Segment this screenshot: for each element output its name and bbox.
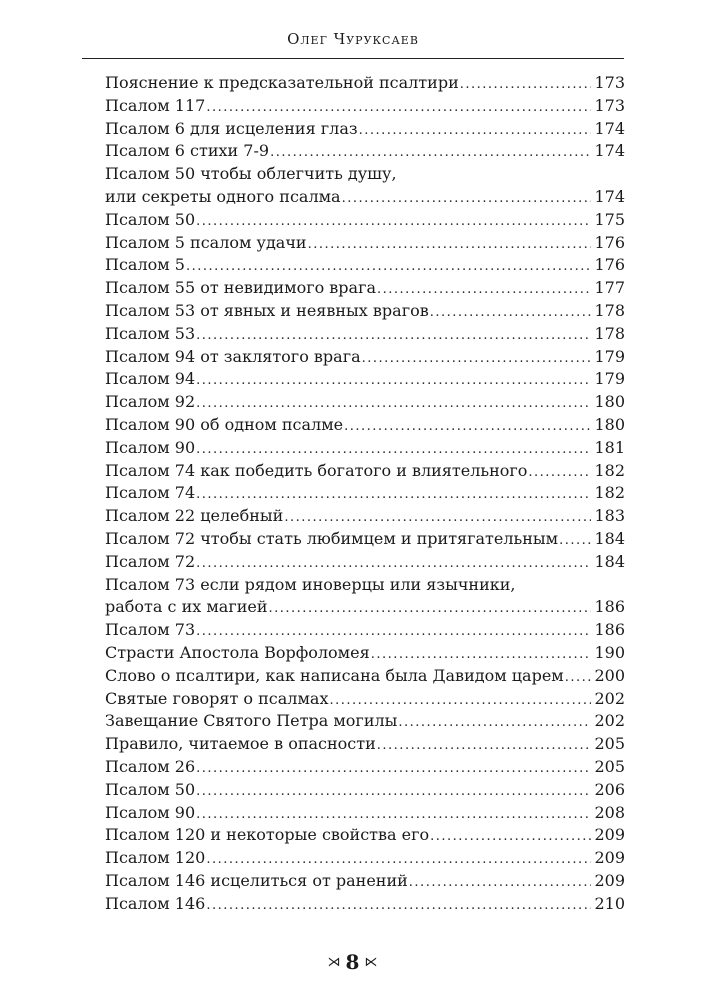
- toc-page-number: 182: [594, 483, 625, 503]
- toc-entry-title: Псалом 22 целебный: [105, 506, 284, 526]
- toc-page-number: 173: [594, 95, 625, 115]
- toc-entry-line: [105, 642, 625, 665]
- toc-entry: [105, 72, 625, 95]
- toc-entry: [105, 460, 625, 483]
- toc-entry: [105, 232, 625, 255]
- toc-entry: [105, 163, 625, 209]
- toc-entry-title: Завещание Святого Петра могилы: [105, 711, 398, 731]
- toc-page-number: 176: [594, 255, 625, 275]
- ornament-left-icon: ⋊: [327, 955, 341, 970]
- dot-leader: [377, 735, 592, 758]
- toc-entry-title: Псалом 55 от невидимого врага: [105, 278, 377, 298]
- dot-leader: [371, 644, 592, 667]
- running-header-author: Олег Чуруксаев: [287, 30, 419, 48]
- dot-leader: [344, 416, 591, 439]
- toc-page-number: 183: [594, 506, 625, 526]
- dot-leader: [430, 302, 592, 325]
- toc-entry-title: работа с их магией: [105, 597, 268, 617]
- toc-page-number: 176: [594, 232, 625, 252]
- toc-entry-line: [105, 163, 625, 186]
- toc-page-number: 178: [594, 323, 625, 343]
- toc-entry-title: Псалом 74: [105, 483, 196, 503]
- toc-entry: [105, 528, 625, 551]
- toc-entry-line: [105, 460, 625, 483]
- toc-page-number: 178: [594, 300, 625, 320]
- toc-page-number: 180: [594, 392, 625, 412]
- toc-entry: [105, 368, 625, 391]
- dot-leader: [196, 393, 591, 416]
- dot-leader: [196, 621, 591, 644]
- toc-entry: [105, 254, 625, 277]
- toc-entry-line: [105, 277, 625, 300]
- toc-entry-line: [105, 140, 625, 163]
- toc-entry-title: Псалом 6 для исцеления глаз: [105, 118, 358, 138]
- toc-entry-line: [105, 824, 625, 847]
- dot-leader: [270, 142, 591, 165]
- toc-entry-title: Слово о псалтири, как написана была Давидом царем: [105, 665, 564, 685]
- toc-entry-title: Псалом 117: [105, 95, 206, 115]
- ornament-right-icon: ⋉: [364, 955, 378, 970]
- toc-entry-title: Страсти Апостола Ворфоломея: [105, 642, 370, 662]
- toc-entry-title: Псалом 50 чтобы облегчить душу,: [105, 164, 397, 184]
- toc-page-number: 209: [594, 825, 625, 845]
- toc-entry: [105, 802, 625, 825]
- toc-entry: [105, 756, 625, 779]
- dot-leader: [206, 895, 591, 918]
- toc-page-number: 209: [594, 848, 625, 868]
- toc-entry: [105, 665, 625, 688]
- toc-entry-title: Псалом 94: [105, 369, 196, 389]
- toc-page-number: 181: [594, 437, 625, 457]
- toc-entry: [105, 574, 625, 620]
- dot-leader: [196, 553, 591, 576]
- toc-entry-title: Псалом 72 чтобы стать любимцем и притягательным: [105, 528, 559, 548]
- toc-entry: [105, 688, 625, 711]
- toc-entry-line: [105, 551, 625, 574]
- toc-entry-line: [105, 847, 625, 870]
- toc-page-number: 210: [594, 893, 625, 913]
- toc-entry-line: [105, 505, 625, 528]
- toc-entry-title: Псалом 92: [105, 392, 196, 412]
- toc-entry: [105, 779, 625, 802]
- toc-entry-line: [105, 665, 625, 688]
- toc-entry: [105, 437, 625, 460]
- toc-entry-line: [105, 619, 625, 642]
- toc-page-number: 205: [594, 756, 625, 776]
- toc-page-number: 208: [594, 802, 625, 822]
- toc-entry-line: [105, 95, 625, 118]
- table-of-contents: [105, 72, 625, 915]
- toc-entry-line: [105, 688, 625, 711]
- toc-entry-line: [105, 779, 625, 802]
- toc-entry: [105, 824, 625, 847]
- toc-entry-title: Псалом 53: [105, 323, 196, 343]
- toc-entry-line: [105, 346, 625, 369]
- toc-entry-line: [105, 802, 625, 825]
- toc-entry: [105, 870, 625, 893]
- toc-entry-line: [105, 574, 625, 597]
- toc-page-number: 200: [594, 665, 625, 685]
- toc-entry-line: [105, 482, 625, 505]
- toc-entry-title: Псалом 120 и некоторые свойства его: [105, 825, 430, 845]
- dot-leader: [565, 667, 592, 690]
- toc-entry-title: Псалом 90: [105, 437, 196, 457]
- toc-entry-title: Псалом 73 если рядом иноверцы или язычники,: [105, 574, 516, 594]
- toc-entry-title: Псалом 72: [105, 551, 196, 571]
- toc-entry-line: [105, 118, 625, 141]
- dot-leader: [196, 804, 591, 827]
- toc-page-number: 205: [594, 734, 625, 754]
- toc-entry-line: [105, 323, 625, 346]
- toc-entry-line: [105, 254, 625, 277]
- toc-entry-title: Псалом 6 стихи 7-9: [105, 141, 270, 161]
- toc-page-number: 184: [594, 528, 625, 548]
- dot-leader: [398, 712, 591, 735]
- toc-entry: [105, 323, 625, 346]
- toc-page-number: 186: [594, 620, 625, 640]
- toc-entry-line: [105, 733, 625, 756]
- toc-entry-title: Псалом 73: [105, 620, 196, 640]
- toc-entry-title: Псалом 90: [105, 802, 196, 822]
- toc-entry-title: Псалом 50: [105, 779, 196, 799]
- toc-entry-title: Правило, читаемое в опасности: [105, 734, 376, 754]
- toc-page-number: 177: [594, 278, 625, 298]
- toc-entry-line: [105, 710, 625, 733]
- page-number: 8: [345, 950, 360, 974]
- dot-leader: [377, 279, 591, 302]
- dot-leader: [342, 188, 592, 211]
- toc-entry-title: Псалом 90 об одном псалме: [105, 414, 344, 434]
- toc-entry: [105, 95, 625, 118]
- toc-entry: [105, 893, 625, 916]
- toc-entry-line: [105, 232, 625, 255]
- toc-entry: [105, 482, 625, 505]
- toc-page-number: 179: [594, 369, 625, 389]
- toc-entry: [105, 505, 625, 528]
- dot-leader: [284, 507, 591, 530]
- toc-entry-title: Псалом 53 от явных и неявных врагов: [105, 300, 429, 320]
- dot-leader: [269, 598, 592, 621]
- dot-leader: [206, 849, 591, 872]
- toc-entry: [105, 642, 625, 665]
- dot-leader: [528, 462, 591, 485]
- toc-entry-line: [105, 870, 625, 893]
- dot-leader: [206, 97, 591, 120]
- header-rule: [82, 58, 624, 59]
- toc-entry-title: Псалом 146 исцелиться от ранений: [105, 870, 408, 890]
- toc-entry-line: [105, 437, 625, 460]
- toc-entry-title: Псалом 26: [105, 756, 196, 776]
- dot-leader: [308, 234, 592, 257]
- toc-entry-title: или секреты одного псалма: [105, 186, 341, 206]
- toc-entry: [105, 551, 625, 574]
- dot-leader: [186, 256, 591, 279]
- toc-entry-line: [105, 391, 625, 414]
- dot-leader: [559, 530, 591, 553]
- page-footer: [0, 950, 705, 974]
- toc-entry-line: [105, 414, 625, 437]
- toc-page-number: 179: [594, 346, 625, 366]
- toc-entry: [105, 209, 625, 232]
- toc-page-number: 186: [594, 597, 625, 617]
- toc-page-number: 190: [594, 642, 625, 662]
- toc-entry-title: Псалом 94 от заклятого врага: [105, 346, 361, 366]
- toc-entry-line: [105, 209, 625, 232]
- dot-leader: [430, 826, 591, 849]
- toc-entry-title: Псалом 146: [105, 893, 206, 913]
- toc-entry-line: [105, 368, 625, 391]
- toc-entry: [105, 733, 625, 756]
- toc-entry: [105, 277, 625, 300]
- toc-entry: [105, 391, 625, 414]
- toc-entry-title: Псалом 5: [105, 255, 185, 275]
- dot-leader: [196, 781, 591, 804]
- toc-entry-title: Псалом 50: [105, 209, 196, 229]
- toc-entry-title: Пояснение к предсказательной псалтири: [105, 73, 459, 92]
- toc-page-number: 202: [594, 688, 625, 708]
- toc-entry-line: [105, 756, 625, 779]
- dot-leader: [362, 348, 592, 371]
- toc-entry: [105, 619, 625, 642]
- dot-leader: [460, 74, 592, 97]
- dot-leader: [196, 211, 591, 234]
- toc-entry: [105, 710, 625, 733]
- dot-leader: [196, 370, 591, 393]
- toc-page-number: 206: [594, 779, 625, 799]
- toc-page-number: 184: [594, 551, 625, 571]
- toc-entry-title: Святые говорят о псалмах: [105, 688, 329, 708]
- toc-page-number: 174: [594, 118, 625, 138]
- toc-page-number: 174: [594, 186, 625, 206]
- toc-entry: [105, 300, 625, 323]
- dot-leader: [196, 758, 591, 781]
- dot-leader: [196, 439, 591, 462]
- toc-entry-line: [105, 528, 625, 551]
- toc-entry-title: Псалом 120: [105, 848, 206, 868]
- toc-entry-line: [105, 72, 625, 95]
- toc-entry-title: Псалом 74 как победить богатого и влиятельного: [105, 460, 528, 480]
- toc-entry: [105, 847, 625, 870]
- toc-entry-line: [105, 596, 625, 619]
- toc-entry-line: [105, 186, 625, 209]
- dot-leader: [359, 120, 592, 143]
- toc-page-number: 175: [594, 209, 625, 229]
- toc-entry: [105, 414, 625, 437]
- dot-leader: [196, 325, 591, 348]
- toc-page-number: 180: [594, 414, 625, 434]
- dot-leader: [196, 484, 591, 507]
- toc-entry: [105, 140, 625, 163]
- toc-entry-line: [105, 300, 625, 323]
- toc-page-number: 174: [594, 141, 625, 161]
- toc-page-number: 173: [594, 73, 625, 92]
- toc-page-number: 182: [594, 460, 625, 480]
- toc-entry: [105, 346, 625, 369]
- toc-entry: [105, 118, 625, 141]
- toc-entry-title: Псалом 5 псалом удачи: [105, 232, 307, 252]
- toc-page-number: 202: [594, 711, 625, 731]
- toc-page-number: 209: [594, 870, 625, 890]
- dot-leader: [329, 690, 591, 713]
- toc-entry-line: [105, 893, 625, 916]
- dot-leader: [409, 872, 592, 895]
